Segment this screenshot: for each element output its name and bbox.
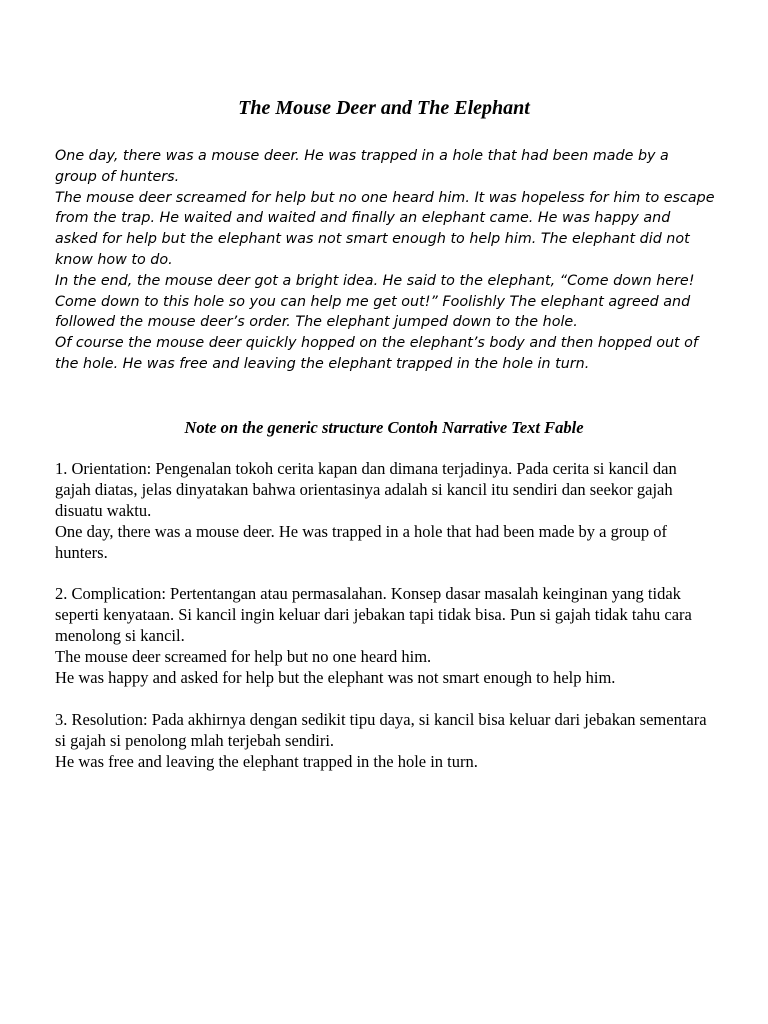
complication-section [55, 584, 715, 689]
section-description: 3. Resolution: Pada akhirnya dengan sedikit tipu daya, si kancil bisa keluar dari jebakan sementara si gajah si penolong mlah terjebah sendiri. [55, 709, 707, 750]
story-paragraph: Of course the mouse deer quickly hopped on the elephant’s body and then hopped out of the hole. He was free and leaving the elephant trapped in the hole in turn. [55, 335, 698, 372]
section-example: The mouse deer screamed for help but no one heard him. [55, 647, 432, 667]
section-example: One day, there was a mouse deer. He was trapped in a hole that had been made by a group of hunters. [55, 521, 667, 562]
document-title: The Mouse Deer and The Elephant [238, 97, 530, 119]
story-paragraph: In the end, the mouse deer got a bright idea. He said to the elephant, “Come down here! Come down to this hole so you can help me get out!” Foolishly The elephant agreed and followed the mouse deer’s order. The elephant jumped down to the hole. [55, 272, 695, 331]
story-text [55, 146, 715, 375]
section-description: 1. Orientation: Pengenalan tokoh cerita kapan dan dimana terjadinya. Pada cerita si kancil dan gajah diatas, jelas dinyatakan bahwa orientasinya adalah si kancil itu sendiri dan seekor gajah disuatu waktu. [55, 459, 677, 520]
story-paragraph: The mouse deer screamed for help but no one heard him. It was hopeless for him to escape from the trap. He waited and waited and finally an elephant came. He was happy and asked for help but the elephant was not smart enough to help him. The elephant did not know how to do. [55, 189, 715, 268]
note-heading: Note on the generic structure Contoh Narrative Text Fable [184, 418, 584, 437]
generic-structure-notes [55, 459, 715, 793]
story-paragraph: One day, there was a mouse deer. He was trapped in a hole that had been made by a group of hunters. [55, 148, 669, 185]
orientation-section [55, 459, 715, 564]
section-description: 2. Complication: Pertentangan atau permasalahan. Konsep dasar masalah keinginan yang tidak seperti kenyataan. Si kancil ingin keluar dari jebakan tapi tidak bisa. Pun si gajah tidak tahu cara menolong si kancil. [55, 584, 692, 646]
section-example: He was free and leaving the elephant trapped in the hole in turn. [55, 751, 478, 771]
resolution-section [55, 710, 715, 773]
section-example: He was happy and asked for help but the elephant was not smart enough to help him. [55, 668, 616, 688]
